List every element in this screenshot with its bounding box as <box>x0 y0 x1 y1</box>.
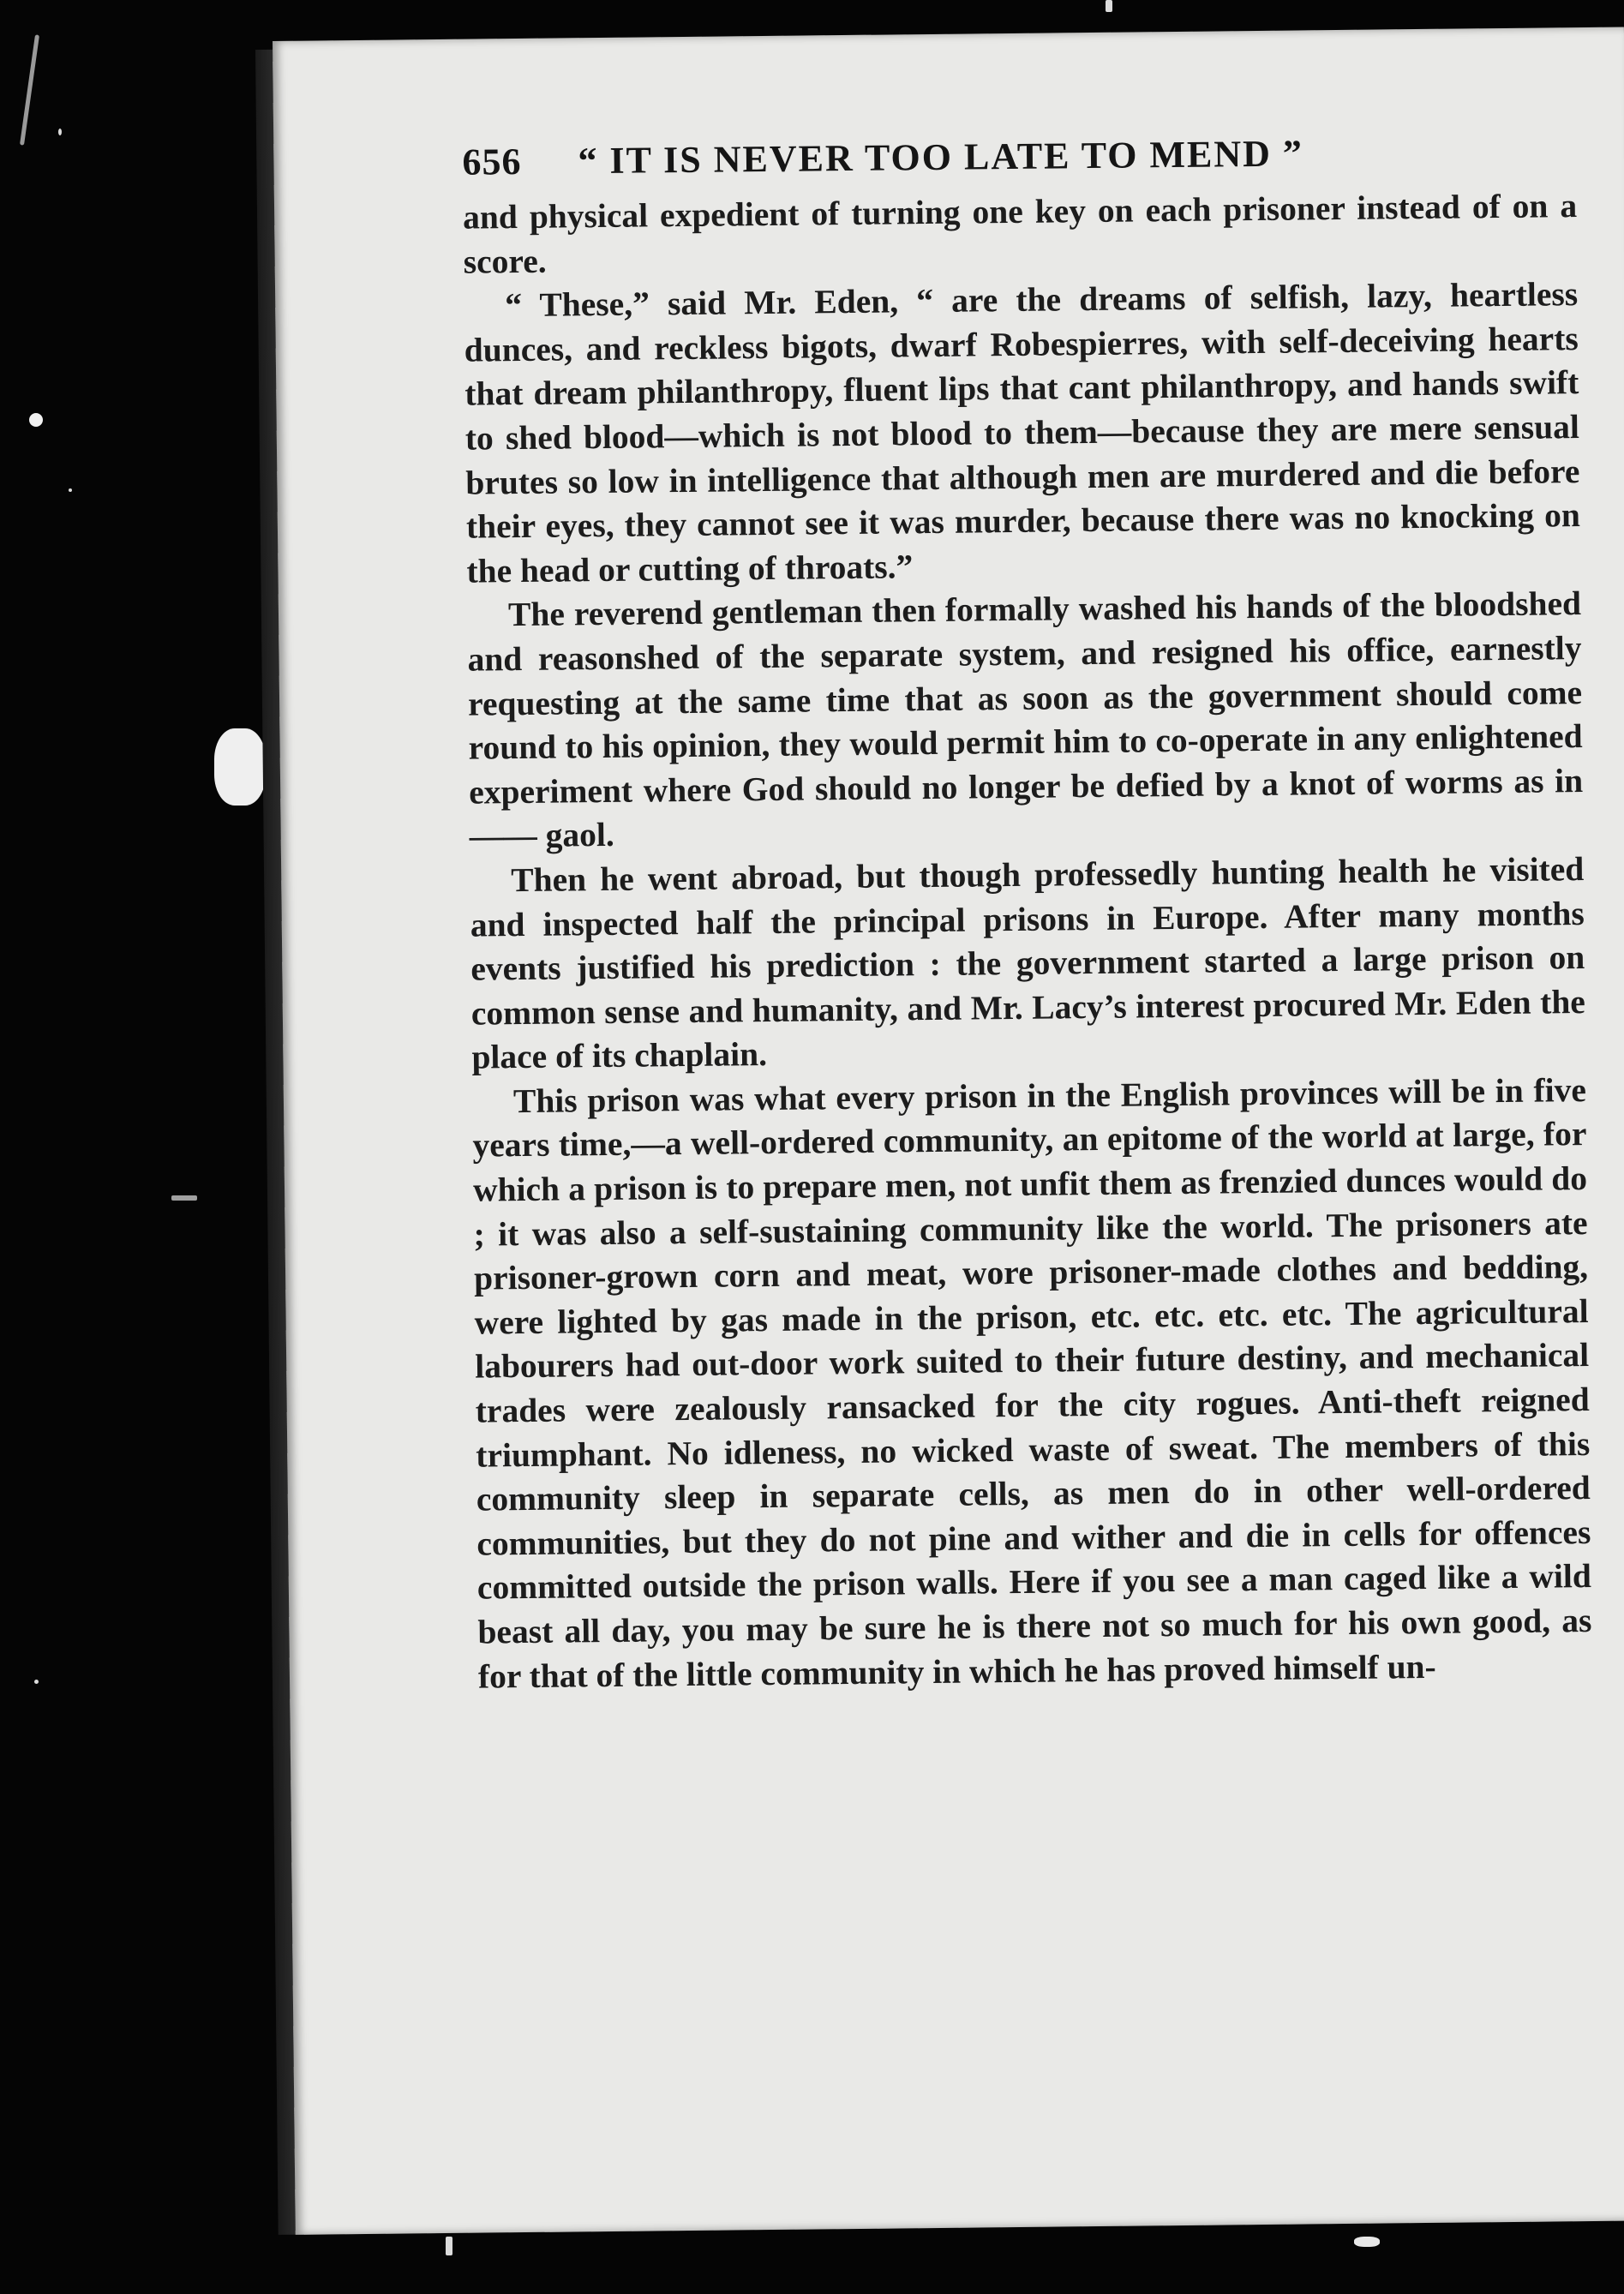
scan-speck <box>58 129 62 135</box>
scan-speck <box>1354 2237 1380 2247</box>
scan-speck <box>29 413 43 427</box>
running-title: “ IT IS NEVER TOO LATE TO MEND ” <box>578 132 1304 183</box>
body-text <box>463 184 1592 1699</box>
running-header <box>462 129 1576 184</box>
page-content <box>462 129 1592 1699</box>
scan-speck <box>20 34 39 145</box>
scan-speck <box>171 1195 197 1201</box>
scan-speck <box>69 488 72 492</box>
book-page <box>273 27 1624 2234</box>
paragraph: This prison was what every prison in the English provinces will be in five years time,—a well-ordered community, an epitome of the world at large, for which a prison is to prepare men, not unfit them as frenzied dunces would do ; it was also a self-sustaining community like the world. The prisoners ate prisoner-grown corn and meat, wore prisoner-made clothes and bedding, were lighted by gas made in the prison, etc. etc. etc. etc. The agricultural labourers had out-door work suited to their future destiny, and mechanical trades were zealously ransacked for the city rogues. Anti-theft reigned triumphant. No idleness, no wicked waste of sweat. The members of this community sleep in separate cells, as men do in other well-ordered communities, but they do not pine and wither and die in cells for offences committed outside the prison walls. Here if you see a man caged like a wild beast all day, you may be sure he is there not so much for his own good, as for that of the little community in which he has proved himself un- <box>472 1070 1592 1696</box>
scan-speck <box>1106 0 1112 12</box>
paragraph: The reverend gentleman then formally washed his hands of the bloodshed and reasonshed of the separate system, and resigned his office, earnestly requesting at the same time that as soon as the government should come round to his opinion, they would permit him to co-operate in any enlightened experiment where God should no longer be defied by a knot of worms as in —— gaol. <box>467 584 1584 855</box>
paragraph: and physical expedient of turning one key on each prisoner instead of on a score. <box>462 187 1578 281</box>
scan-speck <box>214 728 266 806</box>
paragraph: Then he went abroad, but though professedly hunting health he visited and inspected half the principal prisons in Europe. After many months events justified his prediction : the government started a large prison on common sense and humanity, and Mr. Lacy’s interest procured Mr. Eden the place of its chaplain. <box>470 849 1586 1076</box>
scan-speck <box>34 1680 39 1684</box>
scan-speck <box>446 2237 452 2255</box>
page-number: 656 <box>462 140 522 183</box>
paragraph: “ These,” said Mr. Eden, “ are the dreams of selfish, lazy, heartless dunces, and reckless bigots, dwarf Robespierres, with self-deceiving hearts that dream philanthropy, fluent lips that cant philanthropy, and hands swift to shed blood—which is not blood to them—because they are mere sensual brutes so low in intelligence that although men are murdered and die before their eyes, they cannot see it was murder, because there was no knocking on the head or cutting of throats.” <box>464 275 1581 590</box>
